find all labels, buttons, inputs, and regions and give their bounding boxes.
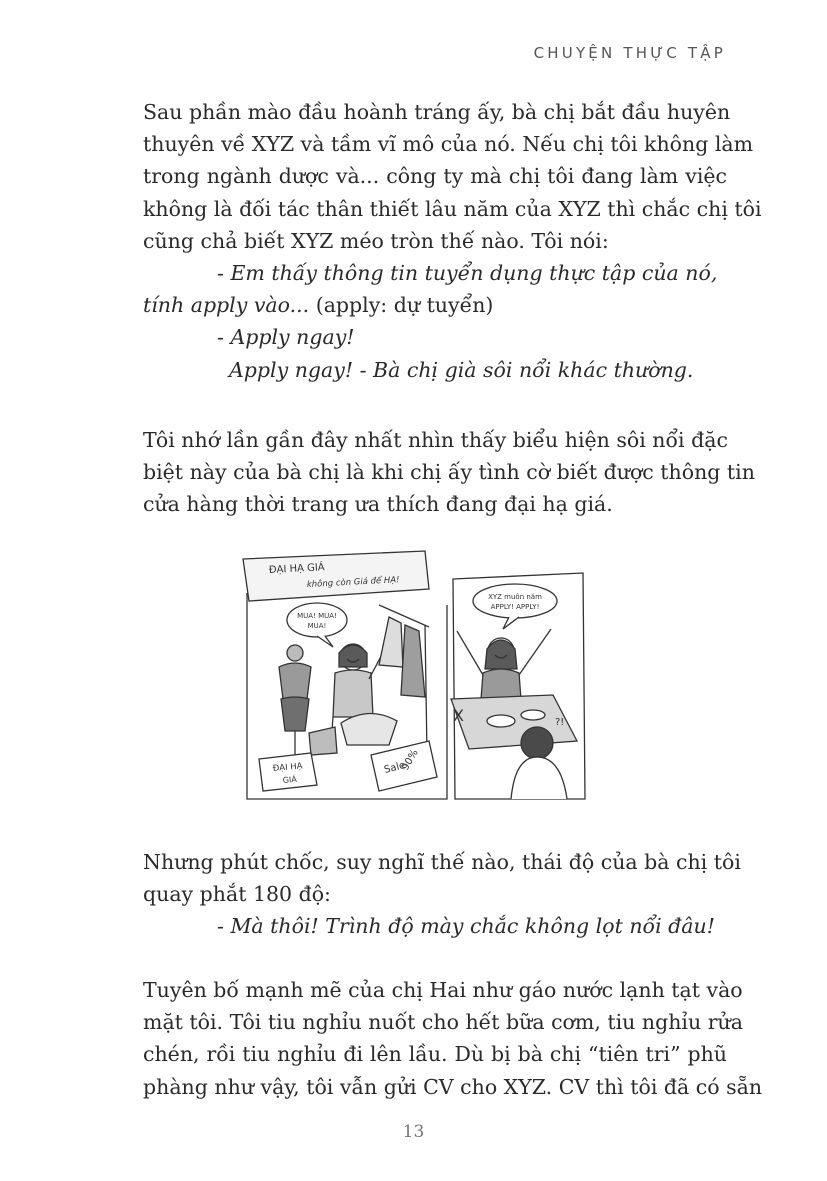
dialogue-1 <box>143 257 727 386</box>
text-line: biệt này của bà chị là khi chị ấy tình cờ biết được thông tin <box>143 460 755 485</box>
text-line: cửa hàng thời trang ưa thích đang đại hạ giá. <box>143 492 613 517</box>
text-line: chén, rồi tiu nghỉu đi lên lầu. Dù bị bà chị “tiên tri” phũ <box>143 1042 727 1067</box>
paragraph-1 <box>143 96 762 257</box>
page-number: 13 <box>402 1122 425 1142</box>
text-line: cũng chả biết XYZ méo tròn thế nào. Tôi nói: <box>143 228 609 253</box>
cartoon-panel-shop <box>243 551 447 799</box>
cartoon-surprise-mark: ?! <box>555 717 565 728</box>
text-block-4 <box>143 974 763 1103</box>
dialogue-italic: tính apply vào... <box>143 293 310 318</box>
text-block-1 <box>143 96 762 386</box>
tag-sale: ĐẠI HẠ <box>272 761 303 774</box>
paragraph-2 <box>143 424 755 521</box>
dialogue-line: - Em thấy thông tin tuyển dụng thực tập của nó, <box>217 261 718 286</box>
text-line: Tuyên bố mạnh mẽ của chị Hai như gáo nước lạnh tạt vào <box>143 978 743 1002</box>
paragraph-4 <box>143 974 763 1103</box>
dialogue-note: (apply: dự tuyển) <box>309 293 494 318</box>
text-block-2 <box>143 424 755 521</box>
dialogue-line <box>143 289 727 321</box>
text-line: Sau phần mào đầu hoành tráng ấy, bà chị bắt đầu huyên <box>143 100 731 124</box>
running-title: CHUYỆN THỰC TẬP <box>533 44 726 62</box>
tag-sale: GIÁ <box>282 774 298 785</box>
bubble-shopper-line: MUA! <box>307 622 327 630</box>
text-line: phàng như vậy, tôi vẫn gửi CV cho XYZ. CV thì tôi đã có sẵn <box>143 1074 763 1099</box>
text-line: mặt tôi. Tôi tiu nghỉu nuốt cho hết bữa cơm, tiu nghỉu rửa <box>143 1010 743 1035</box>
text-line: không là đối tác thân thiết lâu năm của XYZ thì chắc chị tôi <box>143 196 762 221</box>
bubble-shopper-line: MUA! MUA! <box>297 612 337 620</box>
text-line: Nhưng phút chốc, suy nghĩ thế nào, thái độ của bà chị tôi <box>143 850 741 874</box>
dialogue-line: Apply ngay! - Bà chị già sôi nổi khác thường. <box>229 357 694 382</box>
text-line: thuyên về XYZ và tầm vĩ mô của nó. Nếu chị tôi không làm <box>143 132 754 157</box>
tag-percent: 90% <box>400 747 421 773</box>
cartoon-illustration <box>239 545 595 805</box>
bubble-sister-line: APPLY! APPLY! <box>490 603 540 611</box>
paragraph-3 <box>143 846 741 910</box>
dialogue-line: - Mà thôi! Trình độ mày chắc không lọt nổi đâu! <box>217 914 715 939</box>
text-block-3 <box>143 846 741 943</box>
tag-percent: Sale <box>383 760 407 776</box>
text-line: quay phắt 180 độ: <box>143 882 331 907</box>
bubble-sister-line: XYZ muôn năm <box>488 593 542 601</box>
cartoon-x-mark: X <box>453 706 464 725</box>
dialogue-2 <box>143 910 727 942</box>
banner-title: ĐẠI HẠ GIÁ <box>268 562 325 576</box>
dialogue-line: - Apply ngay! <box>217 325 355 350</box>
cartoon-panel-home <box>451 573 585 799</box>
text-line: trong ngành dược và... công ty mà chị tôi đang làm việc <box>143 164 727 189</box>
text-line: Tôi nhớ lần gần đây nhất nhìn thấy biểu hiện sôi nổi đặc <box>143 428 728 452</box>
banner-subtitle: không còn Giá để HẠ! <box>306 575 400 590</box>
